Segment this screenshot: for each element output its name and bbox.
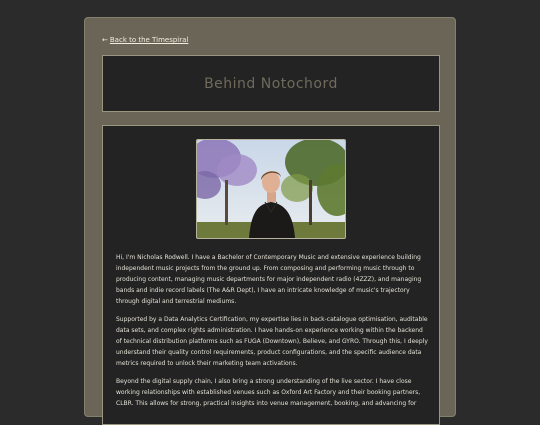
back-to-timespiral-link[interactable] [102,36,188,44]
back-arrow-icon: ← [102,36,108,44]
bio-paragraph-2: Supported by a Data Analytics Certification, my expertise lies in back-catalogue optimisation, auditable data sets, and complex rights administration. I have hands-on experience working within the backend of technical distribution platforms such as FUGA (Downtown), Believe, and GYRO. Through this, I deeply understand their quality control requirements, product configurations, and the specific audience data metrics required to unlock their marketing team activations. [116,316,428,367]
title-panel [102,55,440,112]
bio-text [116,252,428,416]
portrait-image [197,140,345,238]
bio-paragraph-1: Hi, I'm Nicholas Rodwell. I have a Bachelor of Contemporary Music and extensive experience building independent music projects from the ground up. From composing and performing music through to producing content, managing music departments for major independent radio (4ZZZ), and managing bands and indie record labels (The A&R Dept), I have an intricate knowledge of music's trajectory through digital and terrestrial mediums. [116,254,422,305]
portrait-photo [196,139,346,239]
bio-paragraph-3: Beyond the digital supply chain, I also bring a strong understanding of the live sector. I have close working relationships with established venues such as Oxford Art Factory and their booking partners, CLBR. This allows for strong, practical insights into venue management, booking, and advancing for [116,378,421,407]
page-title: Behind Notochord [204,75,338,92]
back-link-label: Back to the Timespiral [109,36,189,44]
content-panel [102,125,440,425]
page-frame [84,17,456,417]
